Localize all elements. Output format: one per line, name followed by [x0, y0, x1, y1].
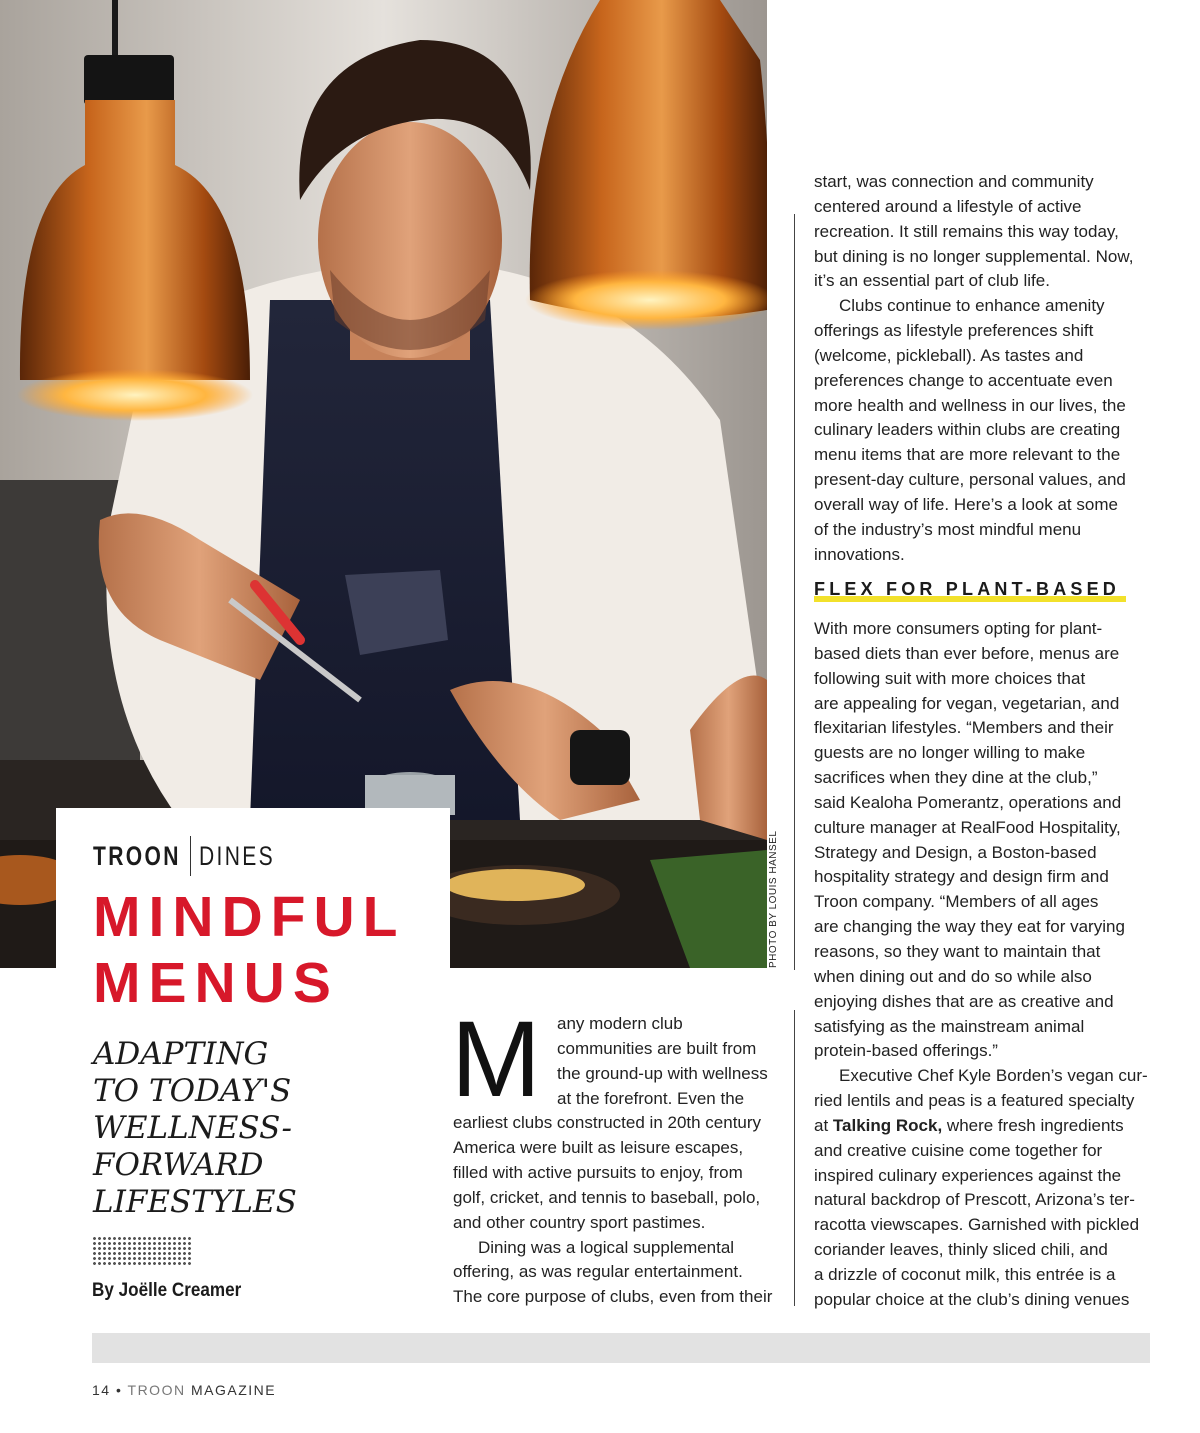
body-line: present-day culture, personal values, and	[814, 470, 1126, 490]
photo-credit: PHOTO BY LOUIS HANSEL	[768, 830, 779, 968]
headline	[93, 884, 453, 1016]
body-line: Executive Chef Kyle Borden’s vegan cur-	[839, 1066, 1148, 1086]
footer-magazine: MAGAZINE	[190, 1382, 277, 1398]
body-line: America were built as leisure escapes,	[453, 1138, 744, 1158]
brand-label: TROON	[93, 840, 181, 871]
body-line: sacrifices when they dine at the club,”	[814, 768, 1098, 788]
subhead-line-5: LIFESTYLES	[93, 1184, 297, 1220]
headline-line-2: MENUS	[93, 951, 339, 1015]
body-column-middle	[451, 998, 785, 1310]
body-line: Clubs continue to enhance amenity	[839, 296, 1105, 316]
body-line: The core purpose of clubs, even from their	[453, 1287, 773, 1307]
body-line: earliest clubs constructed in 20th century	[453, 1113, 762, 1133]
byline: By Joëlle Creamer	[92, 1280, 242, 1301]
club-name-talking-rock: Talking Rock,	[832, 1115, 943, 1135]
body-line: more health and wellness in our lives, the	[814, 395, 1126, 415]
body-line: a drizzle of coconut milk, this entrée is a	[814, 1264, 1116, 1284]
body-line: at the forefront. Even the	[557, 1088, 745, 1108]
headline-line-1: MINDFUL	[93, 885, 406, 949]
body-line: culinary leaders within clubs are creating	[814, 420, 1121, 440]
body-line: are changing the way they eat for varying	[814, 917, 1125, 937]
column-rule-bottom	[794, 1010, 795, 1306]
body-line: filled with active pursuits to enjoy, from	[453, 1163, 743, 1183]
subhead	[93, 1036, 413, 1221]
body-line: and other country sport pastimes.	[453, 1212, 706, 1232]
body-line: preferences change to accentuate even	[814, 370, 1113, 390]
body-line: any modern club	[557, 1014, 683, 1033]
body-line: said Kealoha Pomerantz, operations and	[814, 792, 1122, 812]
body-line: protein-based offerings.”	[814, 1041, 998, 1061]
body-line: following suit with more choices that	[814, 668, 1086, 688]
body-line: With more consumers opting for plant-	[814, 619, 1103, 638]
body-line: centered around a lifestyle of active	[814, 196, 1082, 216]
body-line: it’s an essential part of club life.	[814, 271, 1050, 291]
body-line: coriander leaves, thinly sliced chili, and	[814, 1240, 1108, 1260]
subsection-heading: FLEX FOR PLANT-BASED	[814, 579, 1121, 599]
section-name: DINES	[198, 840, 275, 871]
subhead-line-4: FORWARD	[93, 1147, 264, 1183]
body-line: inspired culinary experiences against the	[814, 1165, 1122, 1185]
footer-brand: TROON	[127, 1382, 186, 1398]
body-line: the ground-up with wellness	[557, 1063, 768, 1083]
page-number: 14	[92, 1382, 111, 1398]
body-line: and creative cuisine come together for	[814, 1140, 1103, 1160]
body-line: recreation. It still remains this way today,	[814, 221, 1119, 241]
body-line: (welcome, pickleball). As tastes and	[814, 345, 1084, 365]
body-line: hospitality strategy and design firm and	[814, 867, 1109, 887]
body-line: based diets than ever before, menus are	[814, 643, 1120, 663]
body-line: innovations.	[814, 544, 905, 564]
body-line: enjoying dishes that are as creative and	[814, 991, 1114, 1011]
body-text: where fresh ingredients	[942, 1115, 1124, 1135]
body-line: communities are built from	[557, 1038, 757, 1058]
body-column-right-top	[814, 170, 1154, 568]
footer-bar	[92, 1333, 1150, 1363]
body-line: but dining is no longer supplemental. Now,	[814, 246, 1134, 266]
body-line: satisfying as the mainstream animal	[814, 1016, 1085, 1036]
body-line: offerings as lifestyle preferences shift	[814, 321, 1094, 341]
body-line: culture manager at RealFood Hospitality,	[814, 817, 1121, 837]
footer-bullet: •	[115, 1382, 123, 1398]
body-line: golf, cricket, and tennis to baseball, polo,	[453, 1187, 761, 1207]
body-line: offering, as was regular entertainment.	[453, 1262, 743, 1282]
dot-pattern-decoration	[92, 1236, 192, 1266]
body-line: popular choice at the club’s dining venues	[814, 1289, 1130, 1309]
body-line: menu items that are more relevant to the	[814, 445, 1121, 465]
body-line: Dining was a logical supplemental	[478, 1237, 735, 1257]
body-line: natural backdrop of Prescott, Arizona’s ter-	[814, 1190, 1135, 1210]
page-footer	[92, 1382, 276, 1398]
subhead-line-2: TO TODAY'S	[93, 1073, 292, 1109]
section-divider	[190, 836, 191, 876]
body-line: when dining out and do so while also	[814, 966, 1092, 986]
dropcap: M	[451, 998, 541, 1119]
body-line: of the industry’s most mindful menu	[814, 519, 1082, 539]
body-line: racotta viewscapes. Garnished with pickled	[814, 1215, 1140, 1235]
subhead-line-1: ADAPTING	[93, 1036, 269, 1072]
section-label	[93, 838, 296, 874]
body-line: overall way of life. Here’s a look at some	[814, 494, 1118, 514]
column-rule-top	[794, 214, 795, 970]
body-text: at	[814, 1115, 829, 1135]
body-line: ried lentils and peas is a featured specialty	[814, 1091, 1135, 1111]
body-line: Troon company. “Members of all ages	[814, 892, 1099, 912]
dropcap-paragraph	[451, 998, 785, 1236]
body-column-right-bottom	[814, 617, 1154, 1313]
subhead-line-3: WELLNESS-	[93, 1110, 292, 1146]
body-line: Strategy and Design, a Boston-based	[814, 842, 1097, 862]
body-line: reasons, so they want to maintain that	[814, 941, 1101, 961]
body-line: are appealing for vegan, vegetarian, and	[814, 693, 1120, 713]
body-line: guests are no longer willing to make	[814, 743, 1086, 763]
body-line-with-bold	[814, 1114, 1154, 1139]
body-line: start, was connection and community	[814, 172, 1094, 191]
body-line: flexitarian lifestyles. “Members and their	[814, 718, 1114, 738]
